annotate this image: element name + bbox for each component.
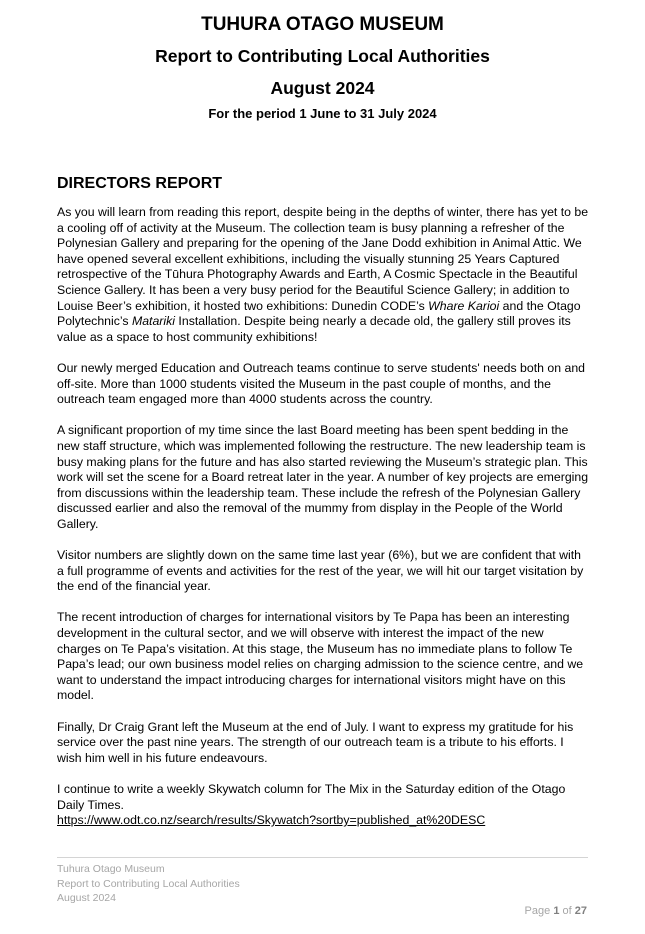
paragraph: Our newly merged Education and Outreach teams continue to serve students' needs both on and off-site. More than 1000 students visited the Museum in the past couple of months, and the outreach team engaged more than 4000 students across the country. (57, 360, 586, 407)
paragraph: A significant proportion of my time since the last Board meeting has been spent bedding in the new staff structure, which was implemented following the restructure. The new leadership team is busy making plans for the future and has also started reviewing the Museum’s strategic plan. This work will set the scene for a Board retreat later in the year. A number of key projects are emerging from discussions within the leadership team. These include the refresh of the Polynesian Gallery discussed earlier and also the removal of the mummy from display in the People of the World Gallery. (57, 423, 589, 531)
footer-line: Report to Contributing Local Authorities (57, 877, 240, 890)
paragraph: I continue to write a weekly Skywatch column for The Mix in the Saturday edition of the Otago Daily Times. https://www.odt.co.nz/search/results/Skywatch?sortby=published_at%20DESC (57, 781, 566, 828)
page-number: Page 1 of 27 (524, 905, 587, 917)
paragraph: The recent introduction of charges for international visitors by Te Papa has been an interesting development in the cultural sector, and we will observe with interest the impact of the new charges on Te Papa’s visitation. At this stage, the Museum has no immediate plans to follow Te Papa’s lead; our own business model relies on charging admission to the science centre, and we want to understand the impact introducing charges for international visitors might have on this model. (57, 610, 584, 703)
footer-divider (57, 857, 588, 858)
section-heading: DIRECTORS REPORT (57, 175, 223, 192)
report-period: For the period 1 June to 31 July 2024 (208, 106, 437, 121)
paragraph: As you will learn from reading this report, despite being in the depths of winter, there has yet to be a cooling off of activity at the Museum. The collection team is busy planning a refresher of the Polynesian Gallery and preparing for the opening of the Jane Dodd exhibition in Animal Attic. We have opened several excellent exhibitions, including the visually stunning 25 Years Captured retrospective of the Tūhura Photography Awards and Earth, A Cosmic Spectacle in the Beautiful Science Gallery. It has been a very busy period for the Beautiful Science Gallery; in addition to Louise Beer’s exhibition, it hosted two exhibitions: Dunedin CODE’s Whare Karioi and the Otago Polytechnic’s Matariki Installation. Despite being nearly a decade old, the gallery still proves its value as a space to host community exhibitions! (57, 205, 589, 344)
report-month: August 2024 (270, 78, 375, 98)
museum-title: TUHURA OTAGO MUSEUM (201, 14, 444, 35)
footer-line: Tuhura Otago Museum (57, 863, 165, 875)
footer (57, 862, 240, 906)
report-body (57, 205, 589, 829)
report-title: Report to Contributing Local Authorities (155, 46, 490, 66)
skywatch-link[interactable]: https://www.odt.co.nz/search/results/Skywatch?sortby=published_at%20DESC (57, 813, 486, 828)
paragraph: Finally, Dr Craig Grant left the Museum at the end of July. I want to express my gratitude for his service over the past nine years. The strength of our outreach team is a tribute to his efforts. I wish him well in his future endeavours. (57, 719, 574, 765)
paragraph: Visitor numbers are slightly down on the same time last year (6%), but we are confident that with a full programme of events and activities for the rest of the year, we will hit our target visitation by the end of the financial year. (57, 548, 584, 594)
footer-line: August 2024 (57, 892, 116, 904)
